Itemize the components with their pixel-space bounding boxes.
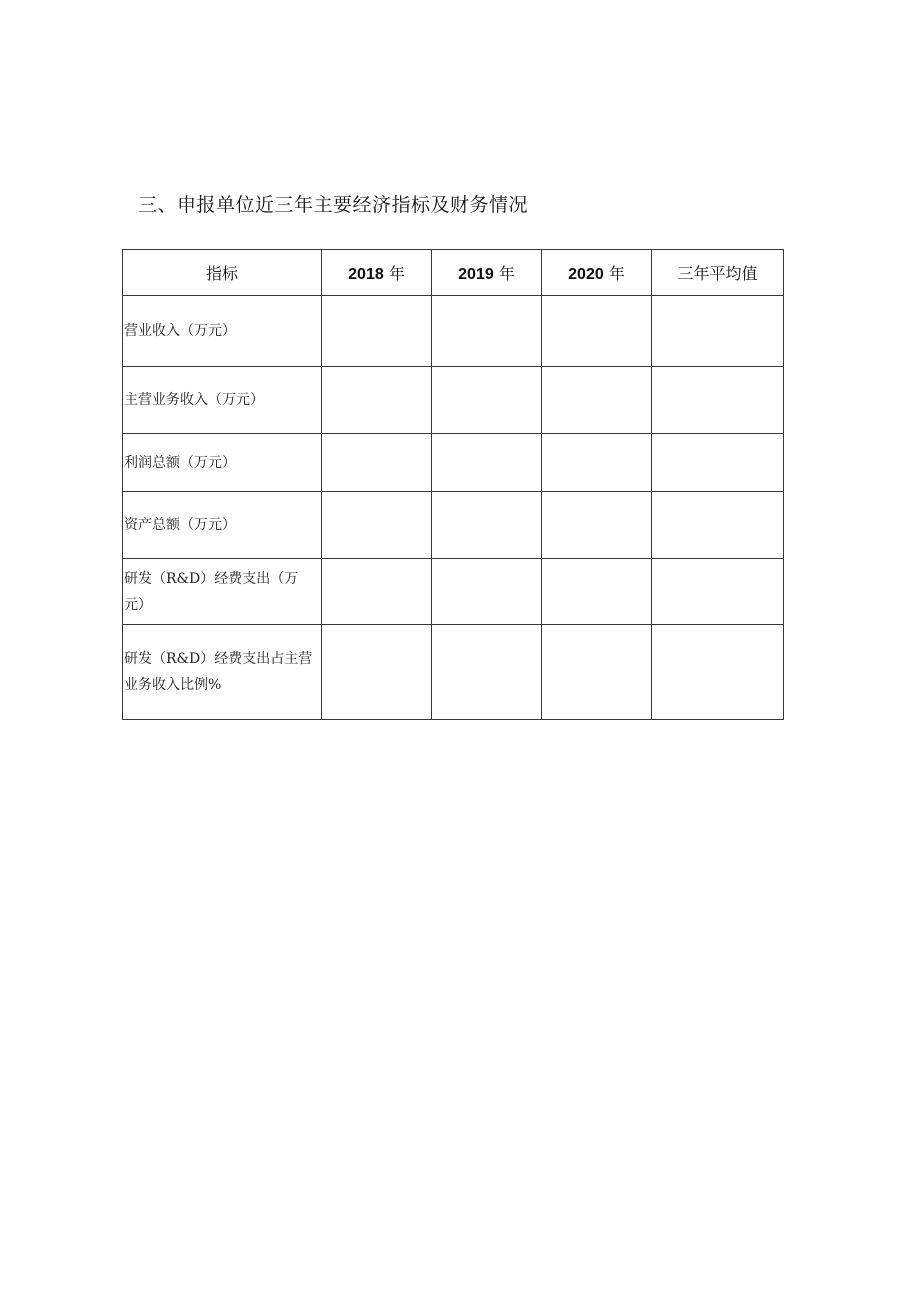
row-label-operating-revenue: 营业收入（万元） xyxy=(123,296,322,367)
row-label-rd-expenditure: 研发（R&D）经费支出（万元） xyxy=(123,559,322,625)
value-cell[interactable] xyxy=(322,559,432,625)
row-label-total-profit: 利润总额（万元） xyxy=(123,434,322,492)
value-cell[interactable] xyxy=(322,492,432,559)
row-label-total-assets: 资产总额（万元） xyxy=(123,492,322,559)
value-cell[interactable] xyxy=(432,434,542,492)
value-cell[interactable] xyxy=(322,367,432,434)
value-cell[interactable] xyxy=(322,625,432,720)
table-header-row xyxy=(123,250,784,296)
value-cell[interactable] xyxy=(322,434,432,492)
row-label-rd-ratio: 研发（R&D）经费支出占主营业务收入比例% xyxy=(123,625,322,720)
header-year-2018: 2018 年 xyxy=(322,250,432,296)
value-cell[interactable] xyxy=(432,296,542,367)
financial-indicators-table xyxy=(122,249,784,720)
table-row xyxy=(123,625,784,720)
table-row xyxy=(123,434,784,492)
value-cell[interactable] xyxy=(652,492,784,559)
value-cell[interactable] xyxy=(542,434,652,492)
header-three-year-average: 三年平均值 xyxy=(652,250,784,296)
value-cell[interactable] xyxy=(322,296,432,367)
value-cell[interactable] xyxy=(432,559,542,625)
table-row xyxy=(123,492,784,559)
value-cell[interactable] xyxy=(542,367,652,434)
table-row xyxy=(123,296,784,367)
table-row xyxy=(123,367,784,434)
value-cell[interactable] xyxy=(542,296,652,367)
value-cell[interactable] xyxy=(652,434,784,492)
value-cell[interactable] xyxy=(652,296,784,367)
value-cell[interactable] xyxy=(652,559,784,625)
header-year-2020: 2020 年 xyxy=(542,250,652,296)
value-cell[interactable] xyxy=(432,367,542,434)
value-cell[interactable] xyxy=(542,625,652,720)
section-title: 三、申报单位近三年主要经济指标及财务情况 xyxy=(138,194,529,216)
table-row xyxy=(123,559,784,625)
value-cell[interactable] xyxy=(652,625,784,720)
header-year-2019: 2019 年 xyxy=(432,250,542,296)
value-cell[interactable] xyxy=(432,492,542,559)
header-indicator: 指标 xyxy=(123,250,322,296)
value-cell[interactable] xyxy=(652,367,784,434)
value-cell[interactable] xyxy=(432,625,542,720)
value-cell[interactable] xyxy=(542,559,652,625)
value-cell[interactable] xyxy=(542,492,652,559)
row-label-main-business-revenue: 主营业务收入（万元） xyxy=(123,367,322,434)
